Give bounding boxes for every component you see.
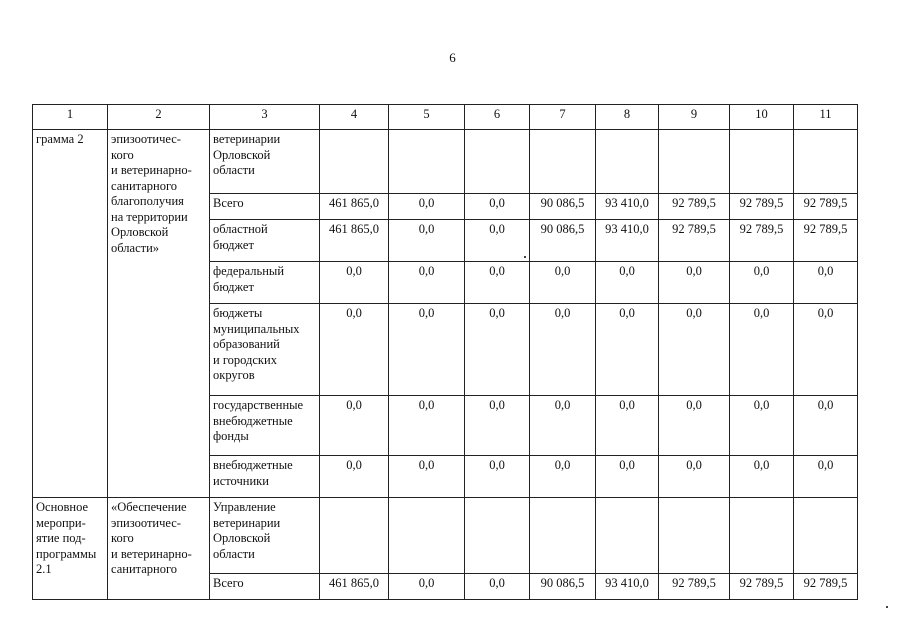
cell-line: и ветеринарно-	[111, 546, 192, 561]
value-cell	[530, 130, 596, 194]
header-cell: 5	[389, 105, 465, 130]
value-cell	[730, 498, 794, 574]
funding-source-cell	[210, 396, 320, 456]
value-cell: 0,0	[389, 220, 465, 262]
cell-line: фонды	[213, 429, 249, 443]
value-cell: 0,0	[465, 304, 530, 396]
table-row	[33, 130, 858, 194]
value-cell: 0,0	[659, 456, 730, 498]
value-cell	[794, 130, 858, 194]
cell-line: и ветеринарно-	[111, 163, 192, 177]
value-cell: 0,0	[730, 262, 794, 304]
cell-line: кого	[111, 147, 134, 162]
value-cell: 90 086,5	[530, 220, 596, 262]
program-cell	[33, 498, 108, 600]
value-cell: 0,0	[389, 396, 465, 456]
value-cell	[389, 498, 465, 574]
table-row	[33, 498, 858, 574]
value-cell	[659, 130, 730, 194]
value-cell: 0,0	[730, 304, 794, 396]
cell-line: санитарного	[111, 562, 178, 576]
program-cell: грамма 2	[33, 130, 108, 498]
header-cell: 1	[33, 105, 108, 130]
value-cell: 0,0	[465, 262, 530, 304]
value-cell: 90 086,5	[530, 194, 596, 220]
value-cell: 0,0	[659, 262, 730, 304]
funding-source-cell	[210, 304, 320, 396]
funding-source-cell	[210, 456, 320, 498]
funding-source-cell	[210, 194, 320, 220]
funding-source-cell	[210, 498, 320, 574]
value-cell	[596, 498, 659, 574]
value-cell: 0,0	[465, 194, 530, 220]
value-cell: 461 865,0	[320, 220, 389, 262]
header-cell: 9	[659, 105, 730, 130]
cell-line: бюджет	[213, 237, 254, 252]
value-cell	[389, 130, 465, 194]
value-cell: 0,0	[794, 304, 858, 396]
value-cell	[465, 498, 530, 574]
header-cell: 11	[794, 105, 858, 130]
program-name-cell	[108, 498, 210, 600]
value-cell: 0,0	[659, 304, 730, 396]
cell-line: государственные	[213, 398, 304, 412]
cell-line: ятие под-	[36, 531, 86, 545]
value-cell: 93 410,0	[596, 220, 659, 262]
cell-line: Управление	[213, 500, 276, 514]
header-cell: 6	[465, 105, 530, 130]
cell-line: внебюджетные	[213, 458, 293, 472]
cell-line: муниципальных	[213, 321, 300, 336]
value-cell: 0,0	[730, 396, 794, 456]
value-cell: 0,0	[530, 456, 596, 498]
cell-line: Всего	[213, 576, 244, 590]
cell-line: благополучия	[111, 194, 184, 208]
cell-line: ветеринарии	[213, 515, 281, 530]
value-cell: 0,0	[596, 456, 659, 498]
value-cell: 0,0	[389, 304, 465, 396]
cell-line: «Обеспечение	[111, 500, 187, 514]
page-number: 6	[449, 50, 456, 65]
cell-line: Основное	[36, 500, 89, 514]
value-cell: 0,0	[465, 396, 530, 456]
value-cell: 0,0	[596, 262, 659, 304]
cell-line: эпизоотичес-	[111, 515, 181, 530]
value-cell: 92 789,5	[794, 220, 858, 262]
value-cell: 0,0	[794, 262, 858, 304]
value-cell	[596, 130, 659, 194]
value-cell: 461 865,0	[320, 574, 389, 600]
cell-line: Всего	[213, 196, 244, 210]
cell-line: программы	[36, 546, 97, 561]
cell-line: эпизоотичес-	[111, 132, 181, 146]
value-cell: 92 789,5	[659, 574, 730, 600]
value-cell: 0,0	[320, 396, 389, 456]
value-cell: 92 789,5	[730, 220, 794, 262]
header-cell: 4	[320, 105, 389, 130]
scan-speck	[886, 606, 888, 608]
value-cell: 93 410,0	[596, 194, 659, 220]
value-cell: 0,0	[794, 456, 858, 498]
cell-line: Орловской	[111, 225, 169, 239]
header-row	[33, 105, 858, 130]
value-cell: 0,0	[530, 304, 596, 396]
value-cell: 92 789,5	[794, 574, 858, 600]
cell-line: на территории	[111, 209, 188, 224]
value-cell: 0,0	[465, 456, 530, 498]
header-cell: 3	[210, 105, 320, 130]
cell-line: области»	[111, 240, 160, 255]
value-cell	[794, 498, 858, 574]
funding-source-cell	[210, 220, 320, 262]
cell-line: и городских	[213, 352, 277, 367]
value-cell	[465, 130, 530, 194]
value-cell: 92 789,5	[730, 574, 794, 600]
cell-line: кого	[111, 531, 134, 545]
cell-line: области	[213, 546, 255, 561]
scan-speck	[524, 256, 526, 258]
cell-line: источники	[213, 473, 269, 488]
value-cell	[320, 130, 389, 194]
value-cell: 0,0	[320, 304, 389, 396]
value-cell: 0,0	[530, 262, 596, 304]
cell-line: округов	[213, 368, 255, 382]
value-cell: 92 789,5	[730, 194, 794, 220]
header-cell: 8	[596, 105, 659, 130]
value-cell: 93 410,0	[596, 574, 659, 600]
value-cell: 0,0	[465, 220, 530, 262]
value-cell: 90 086,5	[530, 574, 596, 600]
value-cell: 0,0	[389, 456, 465, 498]
cell-line: 2.1	[36, 562, 52, 576]
value-cell	[320, 498, 389, 574]
cell-line: бюджеты	[213, 306, 263, 320]
value-cell: 0,0	[389, 574, 465, 600]
funding-source-cell	[210, 574, 320, 600]
cell-line: Орловской	[213, 147, 271, 162]
program-name-cell	[108, 130, 210, 498]
value-cell	[659, 498, 730, 574]
cell-line: Орловской	[213, 531, 271, 545]
header-cell: 2	[108, 105, 210, 130]
cell-line: областной	[213, 222, 268, 236]
cell-line: ветеринарии	[213, 132, 281, 146]
value-cell: 0,0	[389, 262, 465, 304]
value-cell: 0,0	[465, 574, 530, 600]
value-cell: 92 789,5	[659, 220, 730, 262]
value-cell: 0,0	[794, 396, 858, 456]
value-cell: 0,0	[730, 456, 794, 498]
cell-line: федеральный	[213, 264, 285, 278]
value-cell: 0,0	[596, 304, 659, 396]
value-cell: 92 789,5	[794, 194, 858, 220]
value-cell: 0,0	[596, 396, 659, 456]
funding-source-cell	[210, 130, 320, 194]
value-cell: 0,0	[389, 194, 465, 220]
value-cell: 0,0	[320, 262, 389, 304]
value-cell: 0,0	[320, 456, 389, 498]
header-cell: 10	[730, 105, 794, 130]
cell-line: санитарного	[111, 178, 178, 193]
value-cell: 92 789,5	[659, 194, 730, 220]
table-body	[33, 130, 858, 600]
header-cell: 7	[530, 105, 596, 130]
value-cell: 0,0	[659, 396, 730, 456]
cell-line: внебюджетные	[213, 413, 293, 428]
value-cell	[530, 498, 596, 574]
value-cell: 461 865,0	[320, 194, 389, 220]
cell-line: области	[213, 163, 255, 177]
budget-table	[32, 104, 858, 600]
cell-line: образований	[213, 337, 280, 351]
value-cell: 0,0	[530, 396, 596, 456]
value-cell	[730, 130, 794, 194]
cell-line: меропри-	[36, 515, 86, 530]
funding-source-cell	[210, 262, 320, 304]
cell-line: бюджет	[213, 279, 254, 294]
